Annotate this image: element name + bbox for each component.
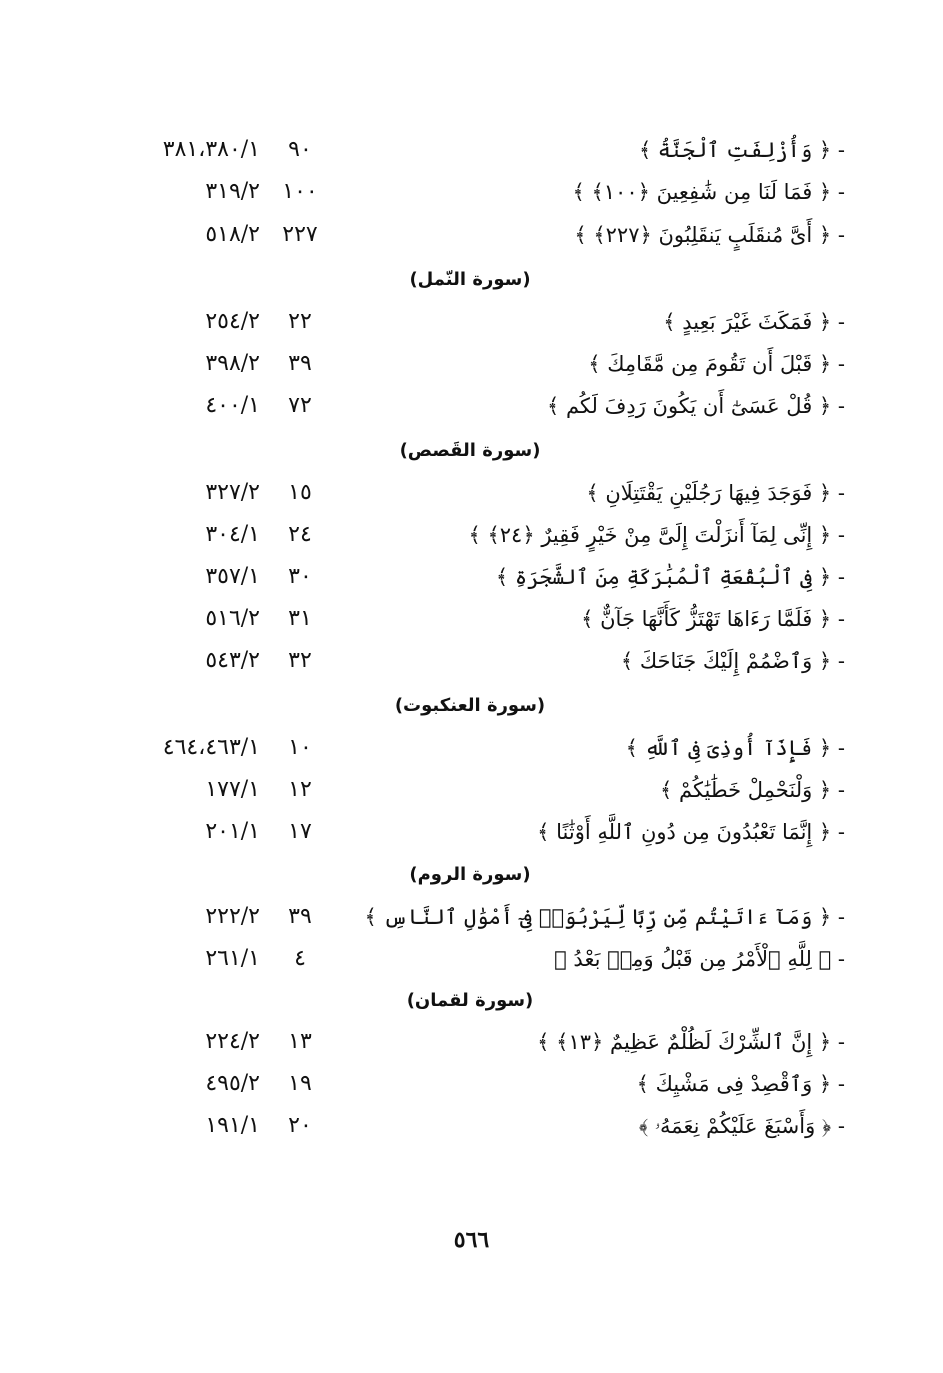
surah-heading: (سورة العنكبوت) (394, 695, 546, 716)
ayah-number: ١٧ (288, 819, 312, 844)
ayah-number: ٢٤ (288, 522, 312, 547)
page-reference: ٢٠١/١ (205, 819, 260, 844)
surah-heading: (سورة النّمل) (409, 269, 531, 290)
page-number: ٥٦٦ (453, 1227, 490, 1253)
verse-text: - ﴿ فَلَمَّا رَءَاهَا تَهْتَزُّ كَأَنَّهَا جَآنٌّ ﴾ (581, 607, 845, 631)
page-reference: ٤٩٥/٢ (205, 1071, 260, 1096)
verse-entry (130, 599, 845, 639)
verse-text: - ﴿ قُلْ عَسَىٰٓ أَن يَكُونَ رَدِفَ لَكُم ﴾ (546, 394, 845, 418)
page-reference: ٤٠٠/١ (205, 393, 260, 418)
verse-entry (130, 897, 845, 937)
ayah-number: ١٠٠ (282, 179, 318, 204)
page-reference: ٣٢٧/٢ (205, 480, 260, 505)
surah-heading: (سورة القَصص) (399, 440, 541, 461)
ayah-number: ٢٠ (288, 1113, 312, 1138)
ayah-number: ٤ (294, 946, 306, 971)
verse-text: - ﴿ إِنَّمَا تَعْبُدُونَ مِن دُونِ ٱللَّهِ أَوْثَٰنًا ﴾ (537, 820, 845, 844)
page-reference: ٥٤٣/٢ (205, 648, 260, 673)
surah-heading: (سورة الروم) (409, 864, 531, 885)
verse-entry (130, 1064, 845, 1104)
page-reference: ٥١٦/٢ (205, 606, 260, 631)
verse-entry (130, 344, 845, 384)
verse-text: - ﴿ وَمَآ ءَاتَيْتُم مِّن رِّبًا لِّيَرْبُوَا۟ فِىٓ أَمْوَٰلِ ٱلنَّاسِ ﴾ (364, 905, 845, 929)
verse-text: - ﴿ وَأَسْبَغَ عَلَيْكُمْ نِعَمَهُۥ ﴾ (638, 1114, 845, 1138)
page-reference: ٣١٩/٢ (205, 179, 260, 204)
ayah-number: ٢٢ (288, 309, 312, 334)
page-reference: ٣٥٧/١ (205, 564, 260, 589)
page-reference: ٣٩٨/٢ (205, 351, 260, 376)
page-reference: ٢٦١/١ (205, 946, 260, 971)
page-reference: ٤٦٤،٤٦٣/١ (162, 735, 260, 760)
verse-entry (130, 770, 845, 810)
verse-text: - ﴿ وَٱضْمُمْ إِلَيْكَ جَنَاحَكَ ﴾ (620, 649, 845, 673)
verse-entry (130, 939, 845, 979)
verse-text: - ﴿ قَبْلَ أَن تَقُومَ مِن مَّقَامِكَ ﴾ (588, 352, 845, 376)
verse-text: - ﴿ أَىَّ مُنقَلَبٍ يَنقَلِبُونَ ﴿٢٢٧﴾ ﴾ (574, 223, 845, 247)
page-reference: ٣٨١،٣٨٠/١ (162, 137, 260, 162)
verse-entry (130, 515, 845, 555)
page-reference: ٢٢٤/٢ (205, 1029, 260, 1054)
verse-entry (130, 557, 845, 597)
ayah-number: ٣٩ (288, 904, 312, 929)
page-reference: ٢٢٢/٢ (205, 904, 260, 929)
ayah-number: ٩٠ (288, 137, 312, 162)
verse-text: - ﴿ وَٱقْصِدْ فِى مَشْيِكَ ﴾ (636, 1072, 845, 1096)
page-reference: ٢٥٤/٢ (205, 309, 260, 334)
verse-entry (130, 1022, 845, 1062)
ayah-number: ١٢ (288, 777, 312, 802)
ayah-number: ٧٢ (288, 393, 312, 418)
verse-entry (130, 812, 845, 852)
verse-text: - ﴿ فَمَكَثَ غَيْرَ بَعِيدٍ ﴾ (663, 310, 845, 334)
verse-entry (130, 473, 845, 513)
verse-text: - ﴿ فَوَجَدَ فِيهَا رَجُلَيْنِ يَقْتَتِلَانِ ﴾ (586, 481, 845, 505)
verse-entry (130, 641, 845, 681)
verse-entry (130, 728, 845, 768)
ayah-number: ١٣ (288, 1029, 312, 1054)
surah-heading: (سورة لقمان) (406, 990, 534, 1011)
page-reference: ١٩١/١ (205, 1113, 260, 1138)
ayah-number: ٣١ (288, 606, 312, 631)
verse-entry (130, 215, 845, 255)
verse-text: - ﴿ فَمَا لَنَا مِن شَٰفِعِينَ ﴿١٠٠﴾ ﴾ (572, 180, 845, 204)
verse-text: - ﴿ وَأُزْلِفَتِ ٱلْجَنَّةُ ﴾ (638, 138, 845, 162)
ayah-number: ٣٠ (288, 564, 312, 589)
verse-text: - ﴿ إِنِّى لِمَآ أَنزَلْتَ إِلَىَّ مِنْ خَيْرٍ فَقِيرٌ ﴿٢٤﴾ ﴾ (468, 523, 845, 547)
ayah-number: ٣٢ (288, 648, 312, 673)
page-reference: ٥١٨/٢ (205, 222, 260, 247)
ayah-number: ١٩ (288, 1071, 312, 1096)
verse-entry (130, 172, 845, 212)
verse-text: - ﴿ فَإِذَآ أُوذِىَ فِى ٱللَّهِ ﴾ (625, 736, 845, 760)
verse-text: - ﴿ إِنَّ ٱلشِّرْكَ لَظُلْمٌ عَظِيمٌ ﴿١٣﴾ ﴾ (537, 1030, 845, 1054)
verse-text: - ﴿ فِى ٱلْبُقْعَةِ ٱلْمُبَٰرَكَةِ مِنَ ٱلشَّجَرَةِ ﴾ (495, 565, 845, 589)
ayah-number: ٢٢٧ (282, 222, 318, 247)
ayah-number: ١٠ (288, 735, 312, 760)
verse-text: - ﴿ وَلْنَحْمِلْ خَطَٰيَٰكُمْ ﴾ (659, 778, 845, 802)
ayah-number: ١٥ (288, 480, 312, 505)
verse-entry (130, 1106, 845, 1146)
verse-text: - ﴿ لِلَّهِ ٱلْأَمْرُ مِن قَبْلُ وَمِنۢ بَعْدُ ﴾ (554, 947, 845, 971)
page-reference: ١٧٧/١ (205, 777, 260, 802)
verse-entry (130, 302, 845, 342)
page-reference: ٣٠٤/١ (205, 522, 260, 547)
verse-entry (130, 386, 845, 426)
ayah-number: ٣٩ (288, 351, 312, 376)
verse-entry (130, 130, 845, 170)
